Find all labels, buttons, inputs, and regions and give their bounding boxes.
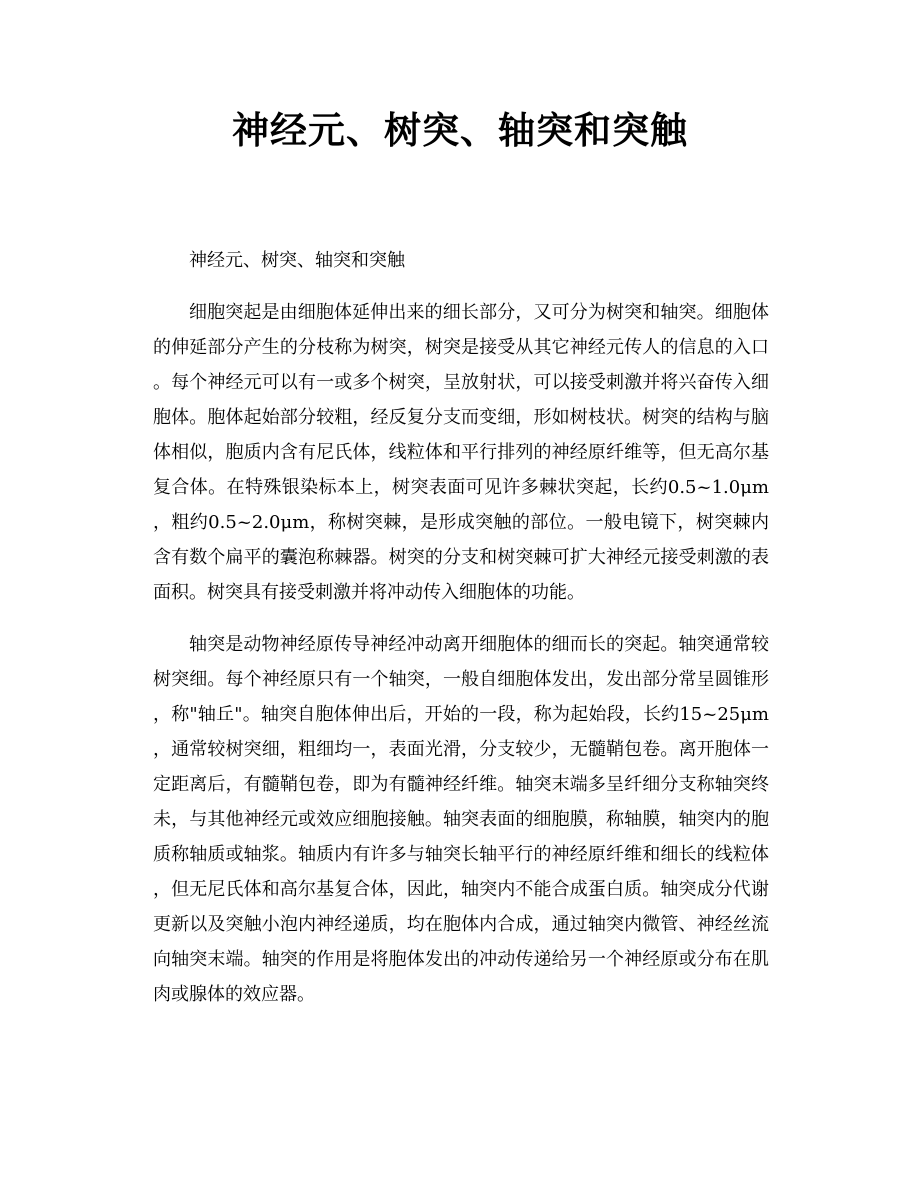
section-heading: 神经元、树突、轴突和突触	[189, 250, 405, 271]
document-title: 神经元、树突、轴突和突触	[232, 108, 688, 152]
document-body	[153, 243, 769, 1029]
paragraph-dendrite: 细胞突起是由细胞体延伸出来的细长部分，又可分为树突和轴突。细胞体的伸延部分产生的分枝称为树突，树突是接受从其它神经元传人的信息的入口。每个神经元可以有一或多个树突，呈放射状，可以接受刺激并将兴奋传入细胞体。胞体起始部分较粗，经反复分支而变细，形如树枝状。树突的结构与脑体相似，胞质内含有尼氏体，线粒体和平行排列的神经原纤维等，但无高尔基复合体。在特殊银染标本上，树突表面可见许多棘状突起，长约0.5~1.0μm，粗约0.5~2.0μm，称树突棘，是形成突触的部位。一般电镜下，树突棘内含有数个扁平的囊泡称棘器。树突的分支和树突棘可扩大神经元接受刺激的表面积。树突具有接受刺激并将冲动传入细胞体的功能。	[153, 302, 769, 603]
paragraph-axon: 轴突是动物神经原传导神经冲动离开细胞体的细而长的突起。轴突通常较树突细。每个神经原只有一个轴突，一般自细胞体发出，发出部分常呈圆锥形，称"轴丘"。轴突自胞体伸出后，开始的一段，称为起始段，长约15~25μm，通常较树突细，粗细均一，表面光滑，分支较少，无髓鞘包卷。离开胞体一定距离后，有髓鞘包卷，即为有髓神经纤维。轴突末端多呈纤细分支称轴突终未，与其他神经元或效应细胞接触。轴突表面的细胞膜，称轴膜，轴突内的胞质称轴质或轴浆。轴质内有许多与轴突长轴平行的神经原纤维和细长的线粒体，但无尼氏体和高尔基复合体，因此，轴突内不能合成蛋白质。轴突成分代谢更新以及突触小泡内神经递质，均在胞体内合成，通过轴突内微管、神经丝流向轴突末端。轴突的作用是将胞体发出的冲动传递给另一个神经原或分布在肌肉或腺体的效应器。	[153, 634, 769, 1005]
